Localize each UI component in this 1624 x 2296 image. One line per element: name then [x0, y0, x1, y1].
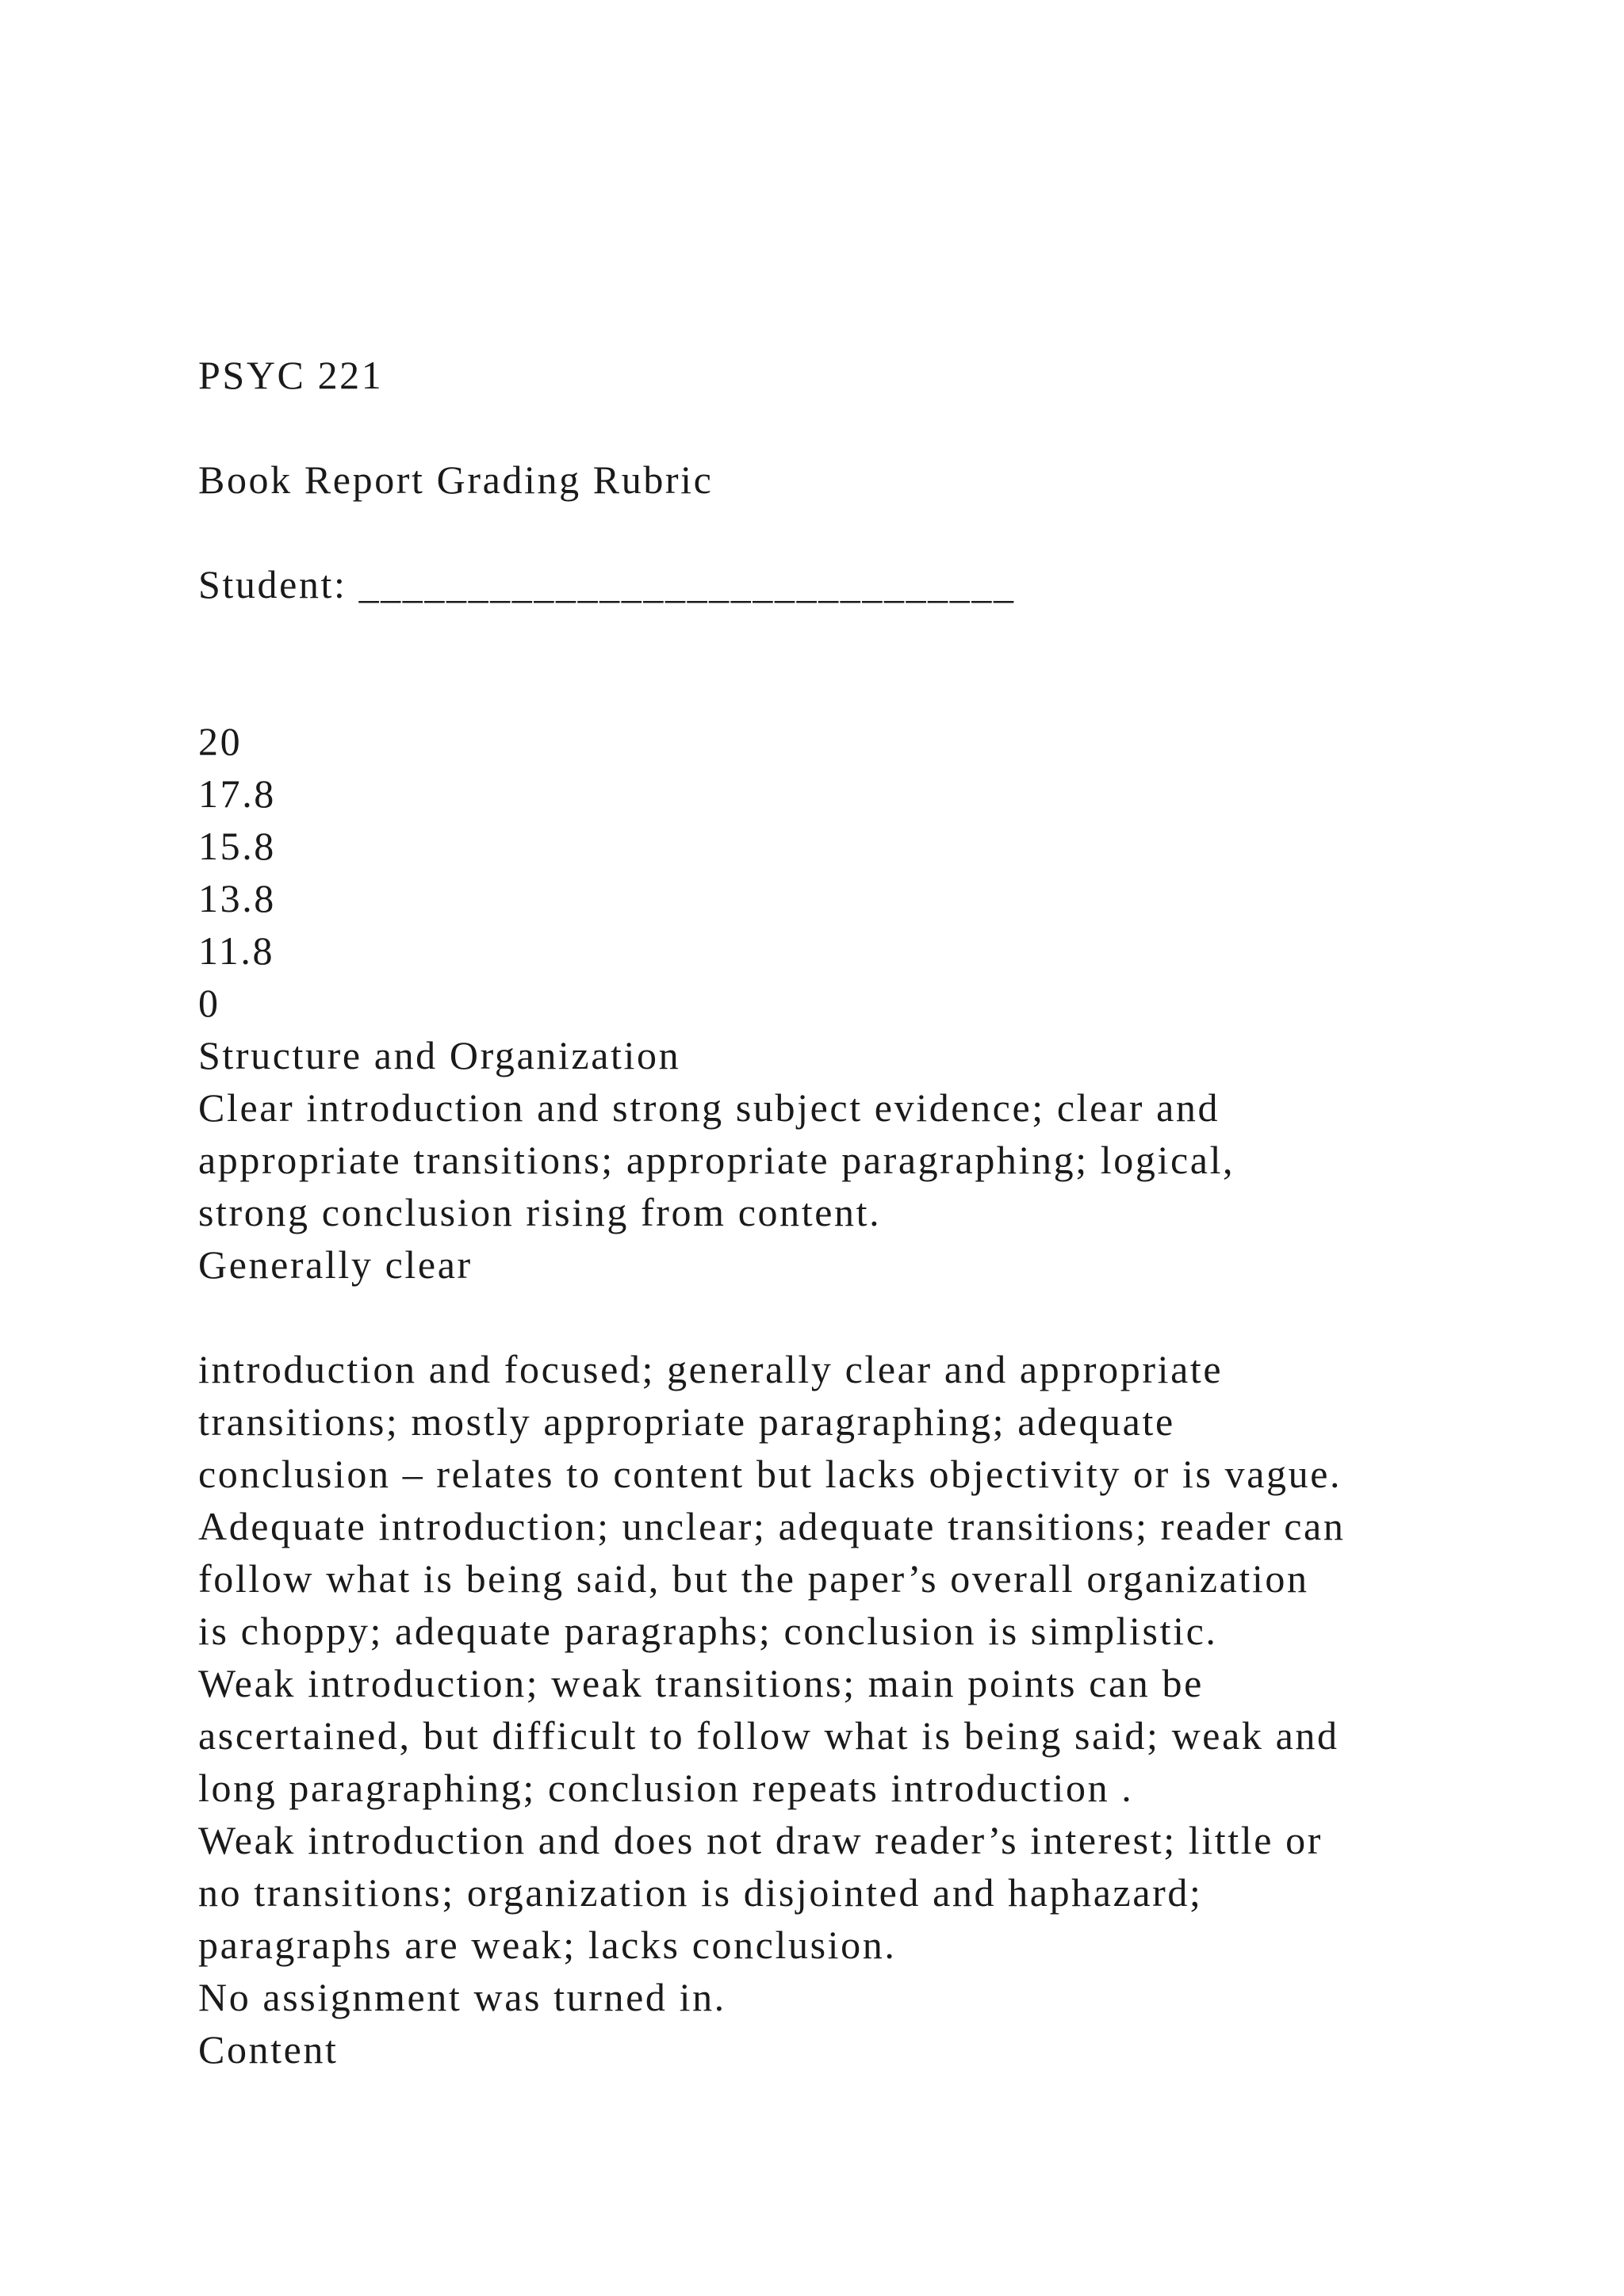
- structure-level-2-head: Generally clear: [198, 1242, 473, 1287]
- score-level-6: 0: [198, 981, 220, 1025]
- structure-level-5-line: no transitions; organization is disjointed and haphazard;: [198, 1870, 1203, 1915]
- rubric-text: [198, 349, 1546, 2076]
- structure-level-2-line: introduction and focused; generally clear and appropriate: [198, 1347, 1224, 1391]
- structure-level-1-line: strong conclusion rising from content.: [198, 1190, 882, 1234]
- score-level-1: 20: [198, 719, 243, 763]
- structure-level-3-line: follow what is being said, but the paper’s overall organization: [198, 1556, 1309, 1601]
- spacer: [198, 506, 1546, 558]
- structure-level-4-line: Weak introduction; weak transitions; main points can be: [198, 1661, 1204, 1705]
- structure-level-5-line: Weak introduction and does not draw reader’s interest; little or: [198, 1818, 1323, 1862]
- structure-level-2-line: conclusion – relates to content but lacks objectivity or is vague.: [198, 1452, 1342, 1496]
- structure-level-4-line: ascertained, but difficult to follow what is being said; weak and: [198, 1713, 1339, 1758]
- student-name-line: Student: ______________________________: [198, 562, 1016, 607]
- structure-level-3-line: Adequate introduction; unclear; adequate transitions; reader can: [198, 1504, 1346, 1548]
- structure-level-5-line: paragraphs are weak; lacks conclusion.: [198, 1923, 897, 1967]
- structure-level-1-line: appropriate transitions; appropriate paragraphing; logical,: [198, 1138, 1235, 1182]
- criterion-structure-name: Structure and Organization: [198, 1033, 681, 1077]
- structure-level-1-line: Clear introduction and strong subject evidence; clear and: [198, 1085, 1220, 1130]
- score-level-3: 15.8: [198, 824, 276, 868]
- spacer: [198, 1291, 1546, 1343]
- structure-level-2-line: transitions; mostly appropriate paragraphing; adequate: [198, 1399, 1175, 1444]
- spacer: [198, 610, 1546, 715]
- score-level-5: 11.8: [198, 928, 275, 973]
- score-level-4: 13.8: [198, 876, 276, 920]
- document-title: Book Report Grading Rubric: [198, 457, 714, 502]
- structure-level-6: No assignment was turned in.: [198, 1975, 726, 2019]
- criterion-content-name: Content: [198, 2027, 339, 2072]
- score-level-2: 17.8: [198, 771, 276, 816]
- course-code: PSYC 221: [198, 353, 384, 397]
- structure-level-4-line: long paragraphing; conclusion repeats introduction .: [198, 1766, 1134, 1810]
- structure-level-3-line: is choppy; adequate paragraphs; conclusion is simplistic.: [198, 1609, 1218, 1653]
- spacer: [198, 401, 1546, 453]
